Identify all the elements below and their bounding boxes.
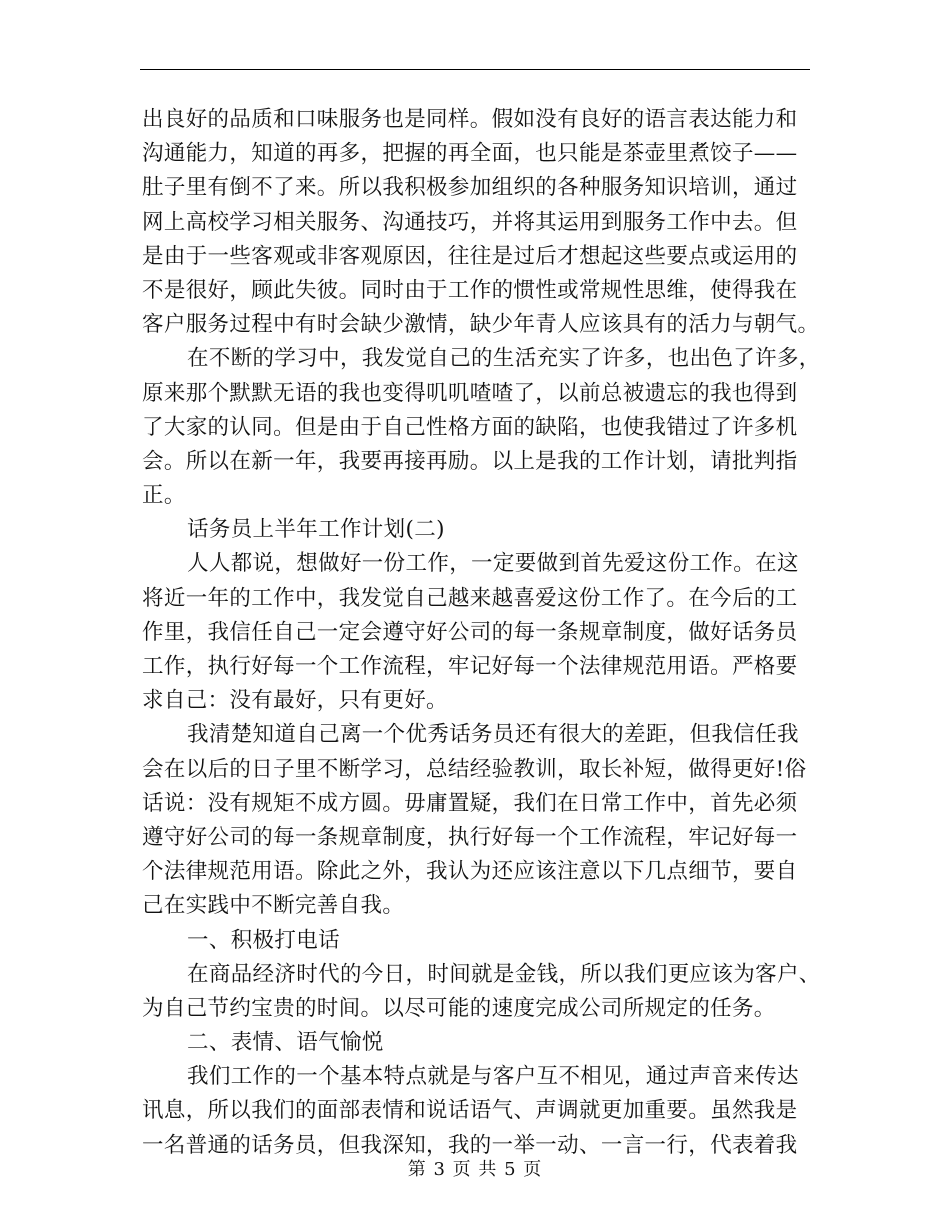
text-line: 遵守好公司的每一条规章制度，执行好每一个工作流程，牢记好每一 xyxy=(142,824,798,850)
text-line: 在不断的学习中，我发觉自己的生活充实了许多，也出色了许多， xyxy=(187,346,821,372)
text-line: 会。所以在新一年，我要再接再励。以上是我的工作计划，请批判指 xyxy=(142,448,798,474)
text-line: 一名普通的话务员，但我深知，我的一举一动、一言一行，代表着我 xyxy=(142,1132,798,1158)
text-line: 求自己：没有最好，只有更好。 xyxy=(142,688,448,714)
text-line: 己在实践中不断完善自我。 xyxy=(142,893,405,919)
text-line: 为自己节约宝贵的时间。以尽可能的速度完成公司所规定的任务。 xyxy=(142,995,776,1021)
text-line: 工作，执行好每一个工作流程，牢记好每一个法律规范用语。严格要 xyxy=(142,654,798,679)
header-rule xyxy=(140,69,810,70)
text-line: 出良好的品质和口味服务也是同样。假如没有良好的语言表达能力和 xyxy=(142,107,798,132)
text-line: 客户服务过程中有时会缺少激情，缺少年青人应该具有的活力与朝气。 xyxy=(142,312,820,338)
text-line: 话务员上半年工作计划(二) xyxy=(187,517,445,543)
text-line: 在商品经济时代的今日，时间就是金钱，所以我们更应该为客户、 xyxy=(187,961,821,987)
page-footer: 第 3 页 共 5 页 xyxy=(407,1159,543,1180)
document-body xyxy=(142,103,821,1163)
text-line: 讯息，所以我们的面部表情和说话语气、声调就更加重要。虽然我是 xyxy=(142,1098,798,1124)
text-line: 正。 xyxy=(142,483,186,509)
text-line: 将近一年的工作中，我发觉自己越来越喜爱这份工作了。在今后的工 xyxy=(142,585,798,611)
text-line: 网上高校学习相关服务、沟通技巧，并将其运用到服务工作中去。但 xyxy=(142,209,798,235)
text-line: 不是很好，顾此失彼。同时由于工作的惯性或常规性思维，使得我在 xyxy=(142,277,798,303)
text-line: 我清楚知道自己离一个优秀话务员还有很大的差距，但我信任我 xyxy=(187,722,799,748)
text-line: 沟通能力，知道的再多，把握的再全面，也只能是茶壶里煮饺子—— xyxy=(142,141,798,167)
text-line: 是由于一些客观或非客观原因，往往是过后才想起这些要点或运用的 xyxy=(142,243,798,269)
text-line: 话说：没有规矩不成方圆。毋庸置疑，我们在日常工作中，首先必须 xyxy=(142,790,798,816)
text-line: 二、表情、语气愉悦 xyxy=(187,1030,384,1056)
text-line: 作里，我信任自己一定会遵守好公司的每一条规章制度，做好话务员 xyxy=(142,619,798,645)
text-line: 了大家的认同。但是由于自己性格方面的缺陷，也使我错过了许多机 xyxy=(142,414,798,440)
text-line: 一、积极打电话 xyxy=(187,927,340,953)
text-line: 人人都说，想做好一份工作，一定要做到首先爱这份工作。在这 xyxy=(187,551,799,577)
text-line: 我们工作的一个基本特点就是与客户互不相见，通过声音来传达 xyxy=(187,1064,799,1090)
text-line: 原来那个默默无语的我也变得叽叽喳喳了，以前总被遗忘的我也得到 xyxy=(142,380,798,406)
text-line: 个法律规范用语。除此之外，我认为还应该注意以下几点细节，要自 xyxy=(142,859,798,885)
text-line: 会在以后的日子里不断学习，总结经验教训，取长补短，做得更好!俗 xyxy=(142,756,807,782)
text-line: 肚子里有倒不了来。所以我积极参加组织的各种服务知识培训，通过 xyxy=(142,175,798,201)
